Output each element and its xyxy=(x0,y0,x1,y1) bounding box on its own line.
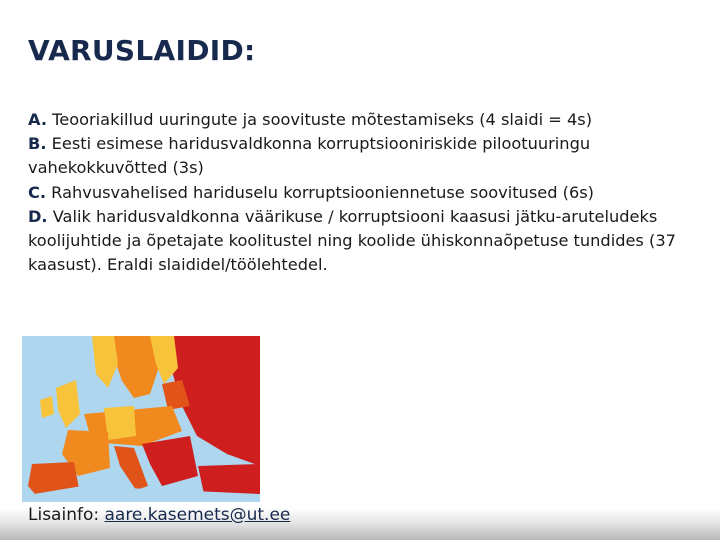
footer-info xyxy=(28,505,290,525)
slide-body xyxy=(28,108,712,277)
item-marker: C. xyxy=(28,182,47,202)
list-item-a xyxy=(28,108,712,132)
item-marker: A. xyxy=(28,110,47,129)
map-region-germany xyxy=(104,406,136,440)
item-text: Eesti esimese haridusvaldkonna korruptsiooniriskide pilootuuringu vahekokkuvõtted (3s) xyxy=(28,134,591,178)
item-text: Teooriakillud uuringute ja soovituste mõtestamiseks (4 slaidi = 4s) xyxy=(46,110,593,129)
list-item-d xyxy=(28,205,712,278)
item-text: Rahvusvahelised hariduselu korruptsiooniennetuse soovitused (6s) xyxy=(46,182,594,202)
map-region-turkey xyxy=(198,464,260,496)
item-marker: B. xyxy=(28,134,47,154)
page-title: VARUSLAIDID: xyxy=(28,34,256,67)
list-item-c xyxy=(28,181,712,205)
item-text: Valik haridusvaldkonna väärikuse / korruptsiooni kaasusi jätku-aruteludeks koolijuhtide ja õpetajate koolitustel ning koolide ühiskonnaõpetuse tundides (37 kaasust). Eraldi slaididel/töölehtedel. xyxy=(28,206,676,275)
europe-map-icon xyxy=(22,336,260,502)
footer-label: Lisainfo: xyxy=(28,505,105,525)
list-item-b xyxy=(28,132,712,180)
item-marker: D. xyxy=(28,206,48,226)
contact-email-link[interactable]: aare.kasemets@ut.ee xyxy=(104,505,291,525)
